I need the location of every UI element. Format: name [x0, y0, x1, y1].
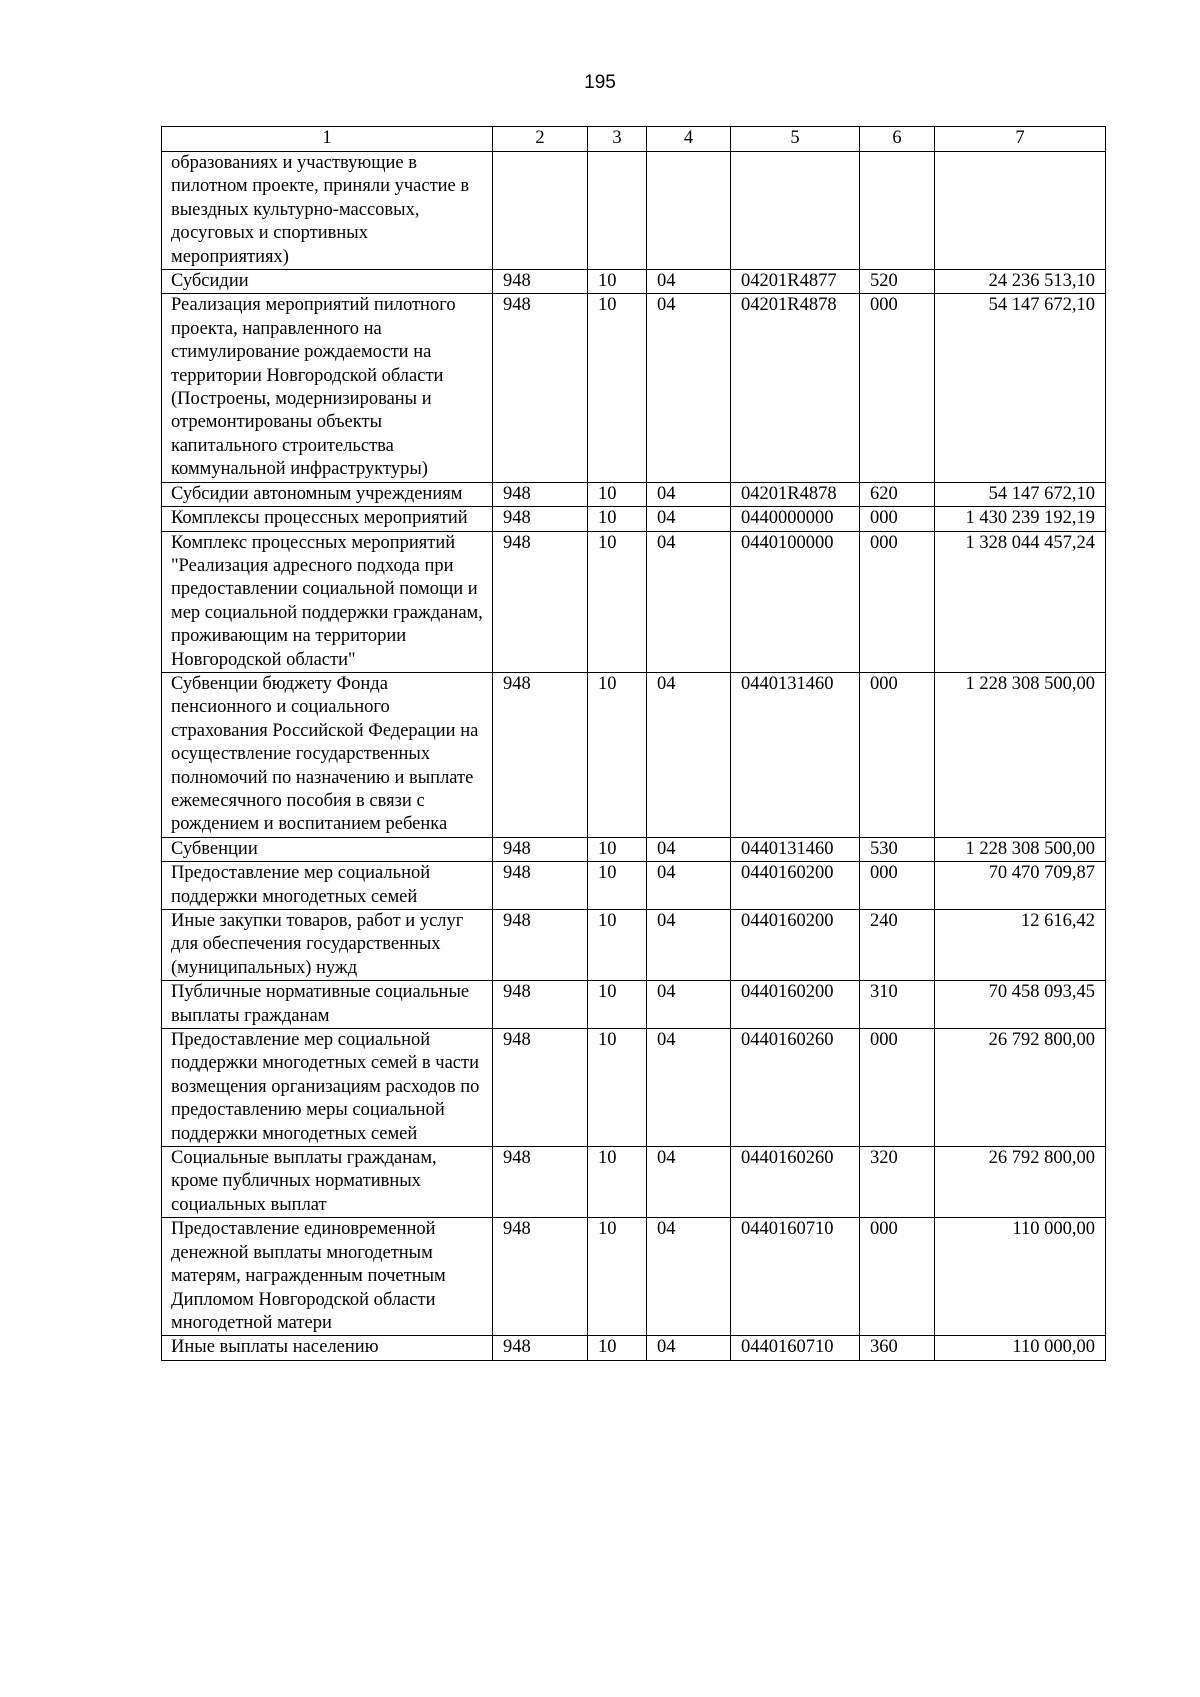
amount-cell: 54 147 672,10: [935, 294, 1106, 482]
row-name-cell: Публичные нормативные социальные выплаты гражданам: [162, 981, 493, 1029]
row-name-cell: Субвенции: [162, 837, 493, 861]
expense-type-cell: 000: [860, 507, 935, 531]
row-name-cell: Социальные выплаты гражданам, кроме публичных нормативных социальных выплат: [162, 1147, 493, 1218]
section-cell: 10: [588, 672, 647, 837]
subsection-cell: 04: [647, 507, 731, 531]
amount-cell: 1 228 308 500,00: [935, 672, 1106, 837]
subsection-cell: 04: [647, 1336, 731, 1360]
column-header: 3: [588, 127, 647, 152]
subsection-cell: 04: [647, 837, 731, 861]
table-row: [162, 837, 1106, 861]
section-cell: 10: [588, 270, 647, 294]
section-cell: 10: [588, 1336, 647, 1360]
expense-type-cell: 620: [860, 482, 935, 506]
expense-type-cell: [860, 152, 935, 270]
target-article-cell: 0440160710: [731, 1336, 860, 1360]
subsection-cell: 04: [647, 672, 731, 837]
section-cell: 10: [588, 1029, 647, 1147]
row-name-cell: Предоставление мер социальной поддержки многодетных семей в части возмещения организациям расходов по предоставлению меры социальной поддержки многодетных семей: [162, 1029, 493, 1147]
table-row: [162, 1336, 1106, 1360]
row-name-cell: Субвенции бюджету Фонда пенсионного и социального страхования Российской Федерации на осуществление государственных полномочий по назначению и выплате ежемесячного пособия в связи с рождением и воспитанием ребенка: [162, 672, 493, 837]
code-cell: [493, 152, 588, 270]
target-article-cell: 0440160200: [731, 910, 860, 981]
amount-cell: 12 616,42: [935, 910, 1106, 981]
row-name-cell: Предоставление мер социальной поддержки многодетных семей: [162, 862, 493, 910]
expense-type-cell: 000: [860, 672, 935, 837]
code-cell: 948: [493, 1029, 588, 1147]
table-row: [162, 672, 1106, 837]
row-name-cell: Предоставление единовременной денежной выплаты многодетным матерям, награжденным почетным Дипломом Новгородской области многодетной матери: [162, 1218, 493, 1336]
amount-cell: 110 000,00: [935, 1336, 1106, 1360]
subsection-cell: 04: [647, 1218, 731, 1336]
target-article-cell: 0440160710: [731, 1218, 860, 1336]
expense-type-cell: 310: [860, 981, 935, 1029]
expense-type-cell: 000: [860, 1218, 935, 1336]
code-cell: 948: [493, 482, 588, 506]
expense-type-cell: 320: [860, 1147, 935, 1218]
column-header: 7: [935, 127, 1106, 152]
section-cell: 10: [588, 531, 647, 672]
amount-cell: [935, 152, 1106, 270]
target-article-cell: 0440131460: [731, 837, 860, 861]
amount-cell: 1 328 044 457,24: [935, 531, 1106, 672]
table-row: [162, 294, 1106, 482]
code-cell: 948: [493, 270, 588, 294]
section-cell: 10: [588, 507, 647, 531]
section-cell: 10: [588, 981, 647, 1029]
section-cell: [588, 152, 647, 270]
row-name-cell: Комплекс процессных мероприятий "Реализация адресного подхода при предоставлении социальной помощи и мер социальной поддержки гражданам, проживающим на территории Новгородской области": [162, 531, 493, 672]
column-header: 4: [647, 127, 731, 152]
table-row: [162, 981, 1106, 1029]
column-header: 1: [162, 127, 493, 152]
expense-type-cell: 530: [860, 837, 935, 861]
expense-type-cell: 000: [860, 862, 935, 910]
table-row: [162, 1029, 1106, 1147]
row-name-cell: Иные закупки товаров, работ и услуг для обеспечения государственных (муниципальных) нужд: [162, 910, 493, 981]
amount-cell: 70 470 709,87: [935, 862, 1106, 910]
code-cell: 948: [493, 1218, 588, 1336]
section-cell: 10: [588, 837, 647, 861]
code-cell: 948: [493, 294, 588, 482]
row-name-cell: Иные выплаты населению: [162, 1336, 493, 1360]
target-article-cell: 0440160200: [731, 981, 860, 1029]
section-cell: 10: [588, 294, 647, 482]
target-article-cell: 0440131460: [731, 672, 860, 837]
amount-cell: 1 430 239 192,19: [935, 507, 1106, 531]
subsection-cell: 04: [647, 270, 731, 294]
table-row: [162, 507, 1106, 531]
expense-type-cell: 000: [860, 1029, 935, 1147]
table-row: [162, 270, 1106, 294]
table-row: [162, 152, 1106, 270]
subsection-cell: 04: [647, 981, 731, 1029]
amount-cell: 26 792 800,00: [935, 1147, 1106, 1218]
table-header-row: [162, 127, 1106, 152]
code-cell: 948: [493, 531, 588, 672]
expense-type-cell: 000: [860, 294, 935, 482]
section-cell: 10: [588, 862, 647, 910]
column-header: 5: [731, 127, 860, 152]
subsection-cell: 04: [647, 294, 731, 482]
target-article-cell: 0440160200: [731, 862, 860, 910]
expense-type-cell: 520: [860, 270, 935, 294]
code-cell: 948: [493, 1336, 588, 1360]
amount-cell: 26 792 800,00: [935, 1029, 1106, 1147]
table-row: [162, 862, 1106, 910]
target-article-cell: 0440000000: [731, 507, 860, 531]
target-article-cell: 04201R4878: [731, 482, 860, 506]
subsection-cell: 04: [647, 1147, 731, 1218]
amount-cell: 24 236 513,10: [935, 270, 1106, 294]
subsection-cell: 04: [647, 1029, 731, 1147]
code-cell: 948: [493, 672, 588, 837]
subsection-cell: 04: [647, 531, 731, 672]
section-cell: 10: [588, 1147, 647, 1218]
target-article-cell: [731, 152, 860, 270]
amount-cell: 70 458 093,45: [935, 981, 1106, 1029]
section-cell: 10: [588, 1218, 647, 1336]
target-article-cell: 0440160260: [731, 1029, 860, 1147]
column-header: 6: [860, 127, 935, 152]
amount-cell: 110 000,00: [935, 1218, 1106, 1336]
subsection-cell: 04: [647, 862, 731, 910]
section-cell: 10: [588, 482, 647, 506]
row-name-cell: Субсидии: [162, 270, 493, 294]
code-cell: 948: [493, 507, 588, 531]
expense-type-cell: 240: [860, 910, 935, 981]
target-article-cell: 04201R4877: [731, 270, 860, 294]
table-row: [162, 1218, 1106, 1336]
budget-table: [161, 126, 1106, 1361]
table-row: [162, 531, 1106, 672]
amount-cell: 1 228 308 500,00: [935, 837, 1106, 861]
expense-type-cell: 000: [860, 531, 935, 672]
page-number: 195: [584, 72, 616, 93]
amount-cell: 54 147 672,10: [935, 482, 1106, 506]
table-body: [162, 152, 1106, 1361]
section-cell: 10: [588, 910, 647, 981]
row-name-cell: Реализация мероприятий пилотного проекта, направленного на стимулирование рождаемости на территории Новгородской области (Построены, модернизированы и отремонтированы объекты капитального строительства коммунальной инфраструктуры): [162, 294, 493, 482]
code-cell: 948: [493, 981, 588, 1029]
code-cell: 948: [493, 910, 588, 981]
code-cell: 948: [493, 1147, 588, 1218]
target-article-cell: 04201R4878: [731, 294, 860, 482]
table-row: [162, 482, 1106, 506]
subsection-cell: 04: [647, 910, 731, 981]
row-name-cell: образованиях и участвующие в пилотном проекте, приняли участие в выездных культурно-массовых, досуговых и спортивных мероприятиях): [162, 152, 493, 270]
code-cell: 948: [493, 837, 588, 861]
row-name-cell: Субсидии автономным учреждениям: [162, 482, 493, 506]
subsection-cell: 04: [647, 482, 731, 506]
subsection-cell: [647, 152, 731, 270]
table-row: [162, 1147, 1106, 1218]
target-article-cell: 0440100000: [731, 531, 860, 672]
row-name-cell: Комплексы процессных мероприятий: [162, 507, 493, 531]
column-header: 2: [493, 127, 588, 152]
target-article-cell: 0440160260: [731, 1147, 860, 1218]
table-row: [162, 910, 1106, 981]
code-cell: 948: [493, 862, 588, 910]
expense-type-cell: 360: [860, 1336, 935, 1360]
